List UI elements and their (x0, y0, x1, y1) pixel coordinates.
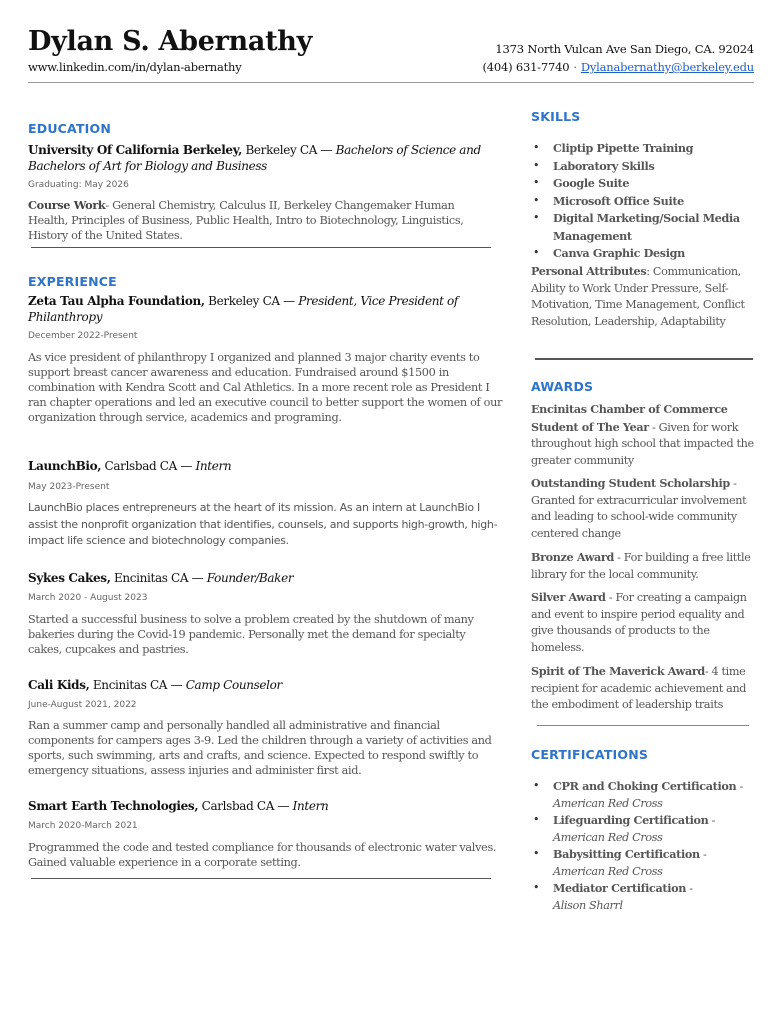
job-description: Started a successful business to solve a problem created by the shutdown of many bakeries during the Covid-19 pandemic. Personally met the demand for specialty cakes, cupcakes and pastries. (28, 613, 474, 656)
resume-name: Dylan S. Abernathy (28, 26, 312, 57)
certifications-heading: CERTIFICATIONS (531, 747, 649, 762)
email-link[interactable]: Dylanabernathy@berkeley.edu (580, 60, 754, 74)
skill-label: Laboratory Skills (553, 158, 655, 173)
awards-heading: AWARDS (531, 379, 594, 394)
list-item (531, 778, 756, 812)
job-dates: March 2020 - August 2023 (28, 593, 148, 603)
cert-dash: - (736, 780, 743, 793)
list-item (531, 880, 756, 914)
job-org: Sykes Cakes, (28, 571, 111, 585)
cert-dash: - (686, 882, 693, 895)
job-org: Smart Earth Technologies, (28, 799, 199, 813)
job-location: Encinitas CA — (110, 571, 207, 585)
job-location: Carlsbad CA — (101, 459, 196, 473)
attributes-label: Personal Attributes (531, 264, 647, 278)
award-detail: - Granted for extracurricular involvement and leading to school-wide community centered change (531, 477, 747, 540)
job-role: Intern (195, 459, 232, 473)
skills-heading: SKILLS (531, 109, 581, 124)
coursework (28, 198, 493, 243)
job-location: Encinitas CA — (89, 678, 186, 692)
header-divider (28, 82, 754, 83)
skill-label: Canva Graphic Design (553, 246, 685, 260)
list-item (531, 812, 756, 846)
experience-divider (31, 878, 491, 879)
cert-issuer: American Red Cross (553, 830, 663, 844)
cert-issuer: American Red Cross (553, 864, 663, 878)
experience-heading: EXPERIENCE (28, 274, 117, 289)
list-item (531, 210, 756, 245)
contact-line (482, 60, 754, 74)
job-heading (28, 677, 498, 693)
job-role: Intern (292, 799, 329, 813)
coursework-list: - General Chemistry, Calculus II, Berkeley Changemaker Human Health, Principles of Business, Public Health, Intro to Biotechnology, Linguistics, History of the United States. (28, 199, 464, 242)
skill-label: Cliptip Pipette Training (553, 141, 694, 155)
school-name: University Of California Berkeley, (28, 143, 242, 157)
award-name: Encinitas Chamber of Commerce Student of The Year (531, 402, 728, 434)
award-item (531, 589, 759, 656)
cert-dash: - (699, 848, 707, 861)
job-location: Carlsbad CA — (198, 799, 293, 813)
job-heading (28, 570, 498, 586)
award-name: Outstanding Student Scholarship (531, 476, 730, 490)
cert-dash: - (708, 814, 716, 827)
award-name: Bronze Award (531, 550, 614, 564)
award-item (531, 401, 759, 469)
cert-name: Lifeguarding Certification (553, 813, 709, 827)
list-item (531, 245, 756, 263)
skills-divider (535, 358, 753, 360)
job-role: Founder/Baker (206, 571, 294, 585)
education-heading: EDUCATION (28, 121, 112, 136)
award-item (531, 475, 759, 542)
job-role: President, Vice President of Philanthropy (28, 294, 459, 324)
list-item (531, 158, 756, 176)
phone-number: (404) 631-7740 (482, 60, 570, 74)
cert-name: Babysitting Certification (553, 847, 700, 861)
job-dates: May 2023-Present (28, 482, 110, 492)
list-item (531, 140, 756, 158)
job-description: Ran a summer camp and personally handled all administrative and financial components for campers ages 3-9. Led the children through a variety of activities and sports, such swimming, arts and crafts, and science. Expected to respond swiftly to emergency situations, assess injuries and administer first aid. (28, 719, 492, 777)
contact-separator: · (573, 60, 577, 74)
job-description: Programmed the code and tested compliance for thousands of electronic water valves. Gained valuable experience in a corporate setting. (28, 841, 497, 869)
job-org: Zeta Tau Alpha Foundation, (28, 294, 205, 308)
skill-label: Digital Marketing/Social Media Management (553, 211, 740, 243)
job-description: As vice president of philanthropy I organized and planned 3 major charity events to support breast cancer awareness and education. Fundraised around $1500 in combination with Kendra Scott and Cal Athletics. In a more recent role as President I ran chapter operations and led an executive council to better support the women of our organization through service, academics and programing. (28, 351, 503, 424)
job-org: Cali Kids, (28, 678, 90, 692)
attributes-list: : Communication, Ability to Work Under Pressure, Self-Motivation, Time Management, Conflict Resolution, Leadership, Adaptability (531, 265, 745, 328)
job-org: LaunchBio, (28, 459, 102, 473)
certifications-list (531, 778, 756, 914)
award-detail: - Given for work throughout high school that impacted the greater community (531, 420, 754, 467)
award-name: Spirit of The Maverick Award (531, 664, 705, 678)
job-heading (28, 458, 498, 474)
cert-name: Mediator Certification (553, 881, 687, 895)
education-divider (31, 247, 491, 248)
job-dates: June-August 2021, 2022 (28, 700, 137, 710)
education-entry (28, 142, 498, 174)
list-item (531, 175, 756, 193)
skill-label: Google Suite (553, 176, 630, 190)
job-description: LaunchBio places entrepreneurs at the heart of its mission. As an intern at LaunchBio I assist the nonprofit organization that identifies, counsels, and supports high-growth, high-impact life science and biotechnology companies. (28, 501, 498, 547)
linkedin-url[interactable]: www.linkedin.com/in/dylan-abernathy (28, 60, 242, 74)
coursework-label: Course Work (28, 198, 106, 212)
award-detail: - 4 time recipient for academic achievement and the embodiment of leadership traits (531, 665, 747, 711)
job-role: Camp Counselor (185, 678, 282, 692)
award-detail: - For building a free little library for the local community. (531, 551, 751, 581)
cert-issuer: American Red Cross (553, 796, 663, 810)
skills-list (531, 140, 756, 263)
job-dates: December 2022-Present (28, 331, 138, 341)
cert-issuer: Alison Sharrl (553, 898, 623, 912)
award-name: Silver Award (531, 590, 606, 604)
job-dates: March 2020-March 2021 (28, 821, 138, 831)
awards-divider (537, 725, 749, 726)
job-location: Berkeley CA — (204, 294, 299, 308)
list-item (531, 193, 756, 211)
award-item (531, 549, 759, 583)
award-detail: - For creating a campaign and event to inspire period equality and give thousands of products to the homeless. (531, 591, 747, 654)
graduation-date: Graduating: May 2026 (28, 180, 129, 190)
award-item (531, 663, 759, 714)
degree: Bachelors of Science and Bachelors of Art for Biology and Business (28, 143, 481, 173)
cert-name: CPR and Choking Certification (553, 779, 737, 793)
school-location: Berkeley CA — (242, 143, 336, 157)
job-heading (28, 293, 498, 325)
skill-label: Microsoft Office Suite (553, 193, 684, 208)
personal-attributes (531, 263, 756, 330)
job-heading (28, 798, 498, 814)
address: 1373 North Vulcan Ave San Diego, CA. 92024 (495, 42, 754, 56)
list-item (531, 846, 756, 880)
